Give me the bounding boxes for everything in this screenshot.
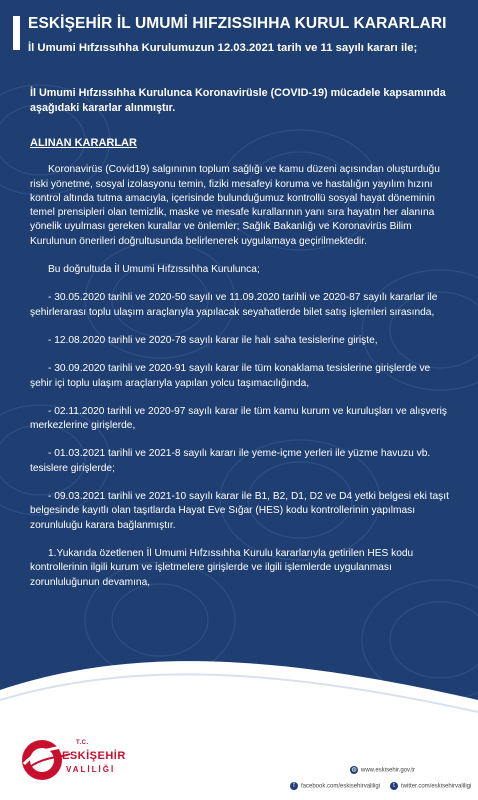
logo-tc-text: T.C.	[76, 740, 89, 746]
paragraph: 1.Yukarıda özetlenen İl Umumi Hıfzıssıhha Kurulu kararlarıyla getirilen HES kodu kontrollerinin ilgili kurum ve işletmelere girişlerde ve ilgili işlemlerde uygulanması zorunluluğunun devamına,	[30, 547, 414, 588]
logo-sub-text: VALİLİĞİ	[66, 765, 116, 774]
paragraph: - 12.08.2020 tarihli ve 2020-78 sayılı karar ile halı saha tesislerine girişte,	[48, 334, 378, 346]
paragraph: - 30.05.2020 tarihli ve 2020-50 sayılı ve 11.09.2020 tarihli ve 2020-87 sayılı kararlar ile şehirlerarası toplu ulaşım araçlarıyla yapılacak seyahatlerde bilet satış işlemleri sırasında,	[30, 292, 438, 318]
page-subtitle: İl Umumi Hıfzıssıhha Kurulumuzun 12.03.2021 tarih ve 11 sayılı kararı ile;	[28, 42, 418, 54]
paragraph: - 02.11.2020 tarihli ve 2020-97 sayılı karar ile tüm kamu kurum ve kuruluşları ve alışveriş merkezlerine girişlerde,	[30, 405, 447, 432]
twitter-icon: t	[390, 782, 398, 790]
facebook-link[interactable]: f facebook.com/eskisehirvaliligi	[290, 782, 380, 790]
twitter-link[interactable]: t twitter.com/eskisehirvaliligi	[390, 782, 471, 790]
title-accent-bar	[13, 16, 20, 50]
intro-text: İl Umumi Hıfzıssıhha Kurulunca Koronavirüsle (COVID-19) mücadele kapsamında aşağıdaki kararlar alınmıştır.	[30, 87, 446, 114]
page-title: ESKİŞEHİR İL UMUMİ HIFZISSIHHA KURUL KARARLARI	[28, 15, 447, 32]
paragraph: - 09.03.2021 tarihli ve 2021-10 sayılı karar ile B1, B2, D1, D2 ve D4 yetki belgesi eki taşıt belgesinde kayıtlı olan taşıtlarda Hayat Eve Sığar (HES) kodu kontrollerinin yapılması zorunluluğu karara bağlanmıştır.	[30, 491, 449, 531]
section-heading: ALINAN KARARLAR	[30, 137, 137, 149]
paragraph: Bu doğrultuda İl Umumi Hıfzıssıhha Kurulunca;	[48, 264, 260, 276]
facebook-icon: f	[290, 782, 298, 790]
logo-name-text: ESKİŞEHİR	[62, 750, 126, 762]
document-body	[30, 86, 452, 604]
paragraph: - 01.03.2021 tarihli ve 2021-8 sayılı kararı ile yeme-içme yerleri ile yüzme havuzu vb. tesislere girişlerde;	[30, 448, 431, 474]
website-link[interactable]: ◍ www.eskisehir.gov.tr	[351, 767, 415, 774]
paragraph: Koronavirüs (Covid19) salgınının toplum sağlığı ve kamu düzeni açısından oluşturduğu riski yönetme, sosyal izolasyonu temin, fiziki mesafeyi koruma ve hastalığın yayılım hızını kontrol altında tutma amacıyla, içerisinde bulunduğumuz kontrollü sosyal hayat döneminin temel prensipleri olan temizlik, maske ve mesafe kurallarının yanı sıra hayatın her alanına yönelik uyulması gereken kurallar ve önlemler; Sağlık Bakanlığı ve Koronavirüs Bilim Kurulunun önerileri doğrultusunda belirlenerek uygulamaya geçirilmektedir.	[30, 164, 440, 247]
globe-icon: ◍	[351, 767, 357, 773]
page-number: 1	[384, 703, 398, 730]
paragraph: - 30.09.2020 tarihli ve 2020-91 sayılı karar ile tüm konaklama tesislerine girişlerde ve şehir içi toplu ulaşım araçlarıyla yapılan yolcu taşımacılığında,	[30, 363, 431, 389]
